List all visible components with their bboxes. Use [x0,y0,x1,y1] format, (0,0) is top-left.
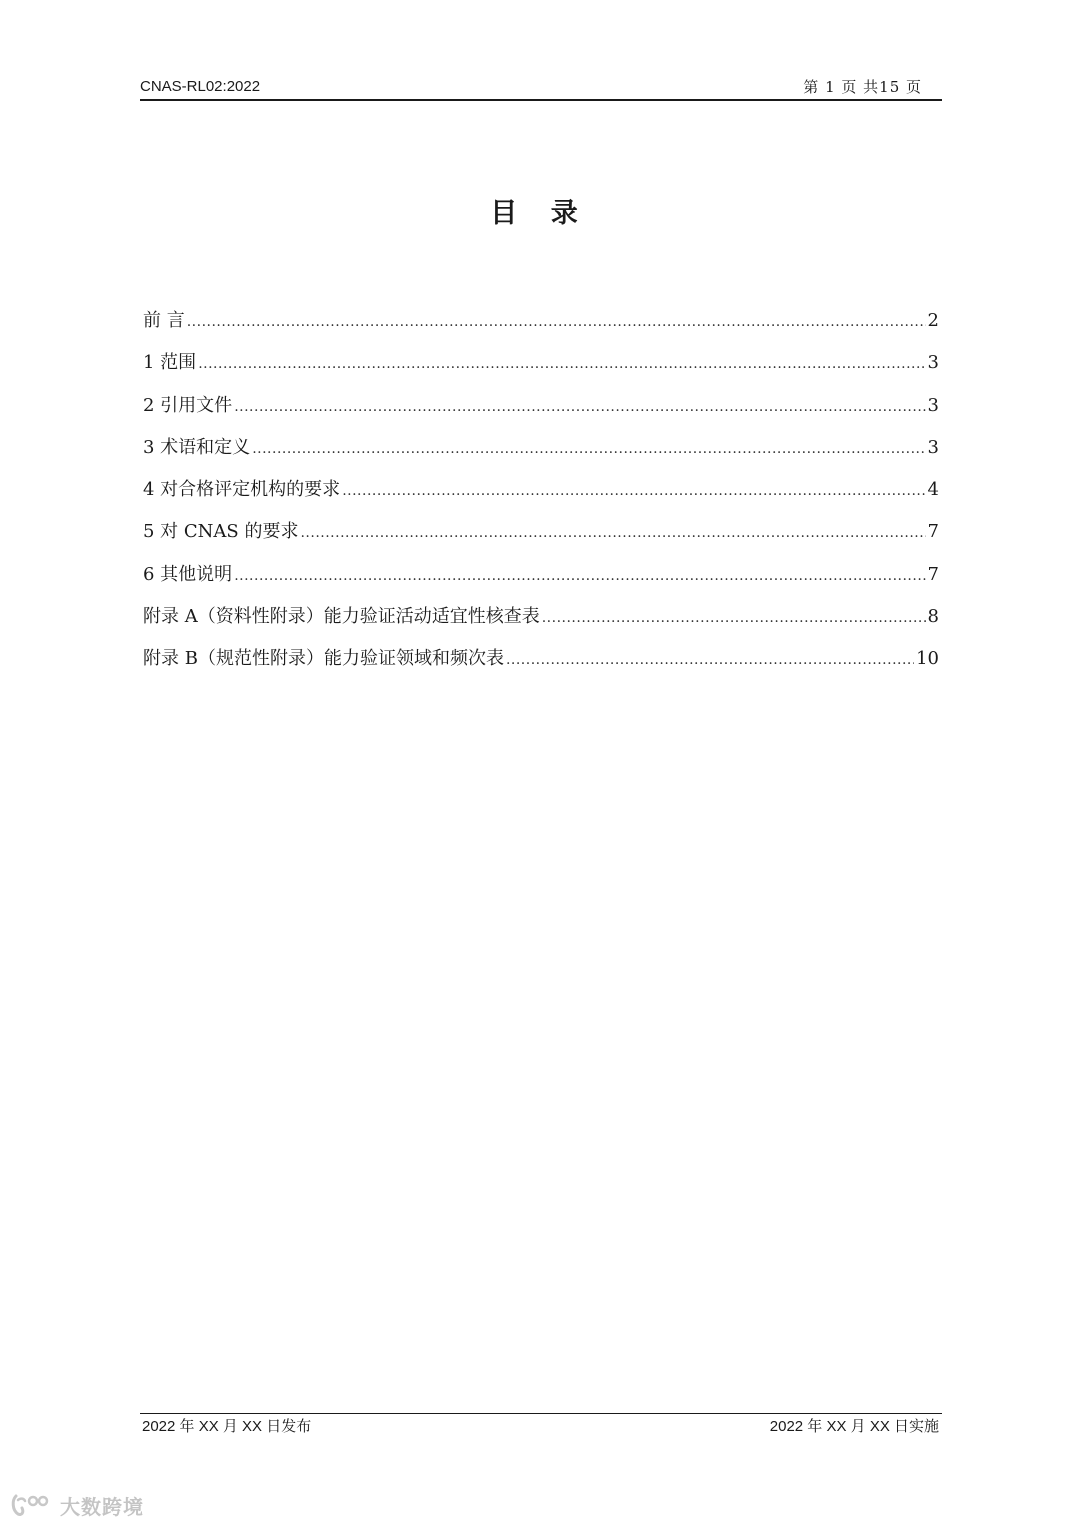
publish-date: 2022 年 XX 月 XX 日发布 [142,1418,312,1435]
toc-entry-page: 3 [927,436,939,458]
toc-leader-dots [187,307,926,337]
toc-entry[interactable] [143,602,939,644]
document-code: CNAS-RL02:2022 [140,78,261,95]
toc-entry-label: 5 对 CNAS 的要求 [143,521,299,543]
toc-entry-label: 附录 B（规范性附录）能力验证领域和频次表 [143,648,504,670]
toc-entry-label: 6 其他说明 [143,563,233,585]
toc-entry-label: 2 引用文件 [143,394,233,416]
toc-entry-label: 4 对合格评定机构的要求 [143,479,341,501]
toc-leader-dots [234,561,925,591]
page-footer [142,1415,939,1439]
watermark-text: 大数跨境 [60,1494,144,1519]
toc-entry[interactable] [143,644,939,686]
toc-leader-dots [198,349,925,379]
page-number-info: 第 1 页 共15 页 [803,78,922,96]
toc-entry-page: 4 [927,479,939,501]
toc-entry[interactable] [143,306,939,348]
toc-leader-dots [506,645,914,675]
toc-entry[interactable] [143,391,939,433]
toc-entry-page: 7 [927,521,939,543]
toc-leader-dots [252,434,925,464]
toc-entry-page: 2 [927,310,939,331]
toc-leader-dots [542,603,926,633]
toc-entry[interactable] [143,348,939,390]
toc-entry-label: 附录 A（资料性附录）能力验证活动适宜性核查表 [143,606,540,628]
toc-entry-page: 3 [927,394,939,416]
toc-entry-page: 3 [927,352,939,374]
implement-date: 2022 年 XX 月 XX 日实施 [769,1418,939,1435]
toc-entry[interactable] [143,517,939,559]
toc-entry[interactable] [143,475,939,517]
toc-entry-label: 3 术语和定义 [143,436,251,458]
toc-leader-dots [342,476,925,506]
toc-entry-page: 7 [927,563,939,585]
toc-entry[interactable] [143,433,939,475]
footer-divider [140,1413,942,1414]
toc-entry-page: 10 [916,648,939,670]
table-of-contents [143,306,939,687]
brand-logo-icon [10,1492,54,1518]
toc-entry-label: 前 言 [143,310,185,331]
toc-entry-page: 8 [927,606,939,628]
page-header [140,76,942,98]
toc-entry-label: 1 范围 [143,352,197,374]
toc-leader-dots [300,518,925,548]
watermark [10,1490,144,1520]
page-title: 目 录 [490,198,590,229]
header-divider [140,99,942,101]
toc-entry[interactable] [143,560,939,602]
toc-leader-dots [234,392,925,422]
